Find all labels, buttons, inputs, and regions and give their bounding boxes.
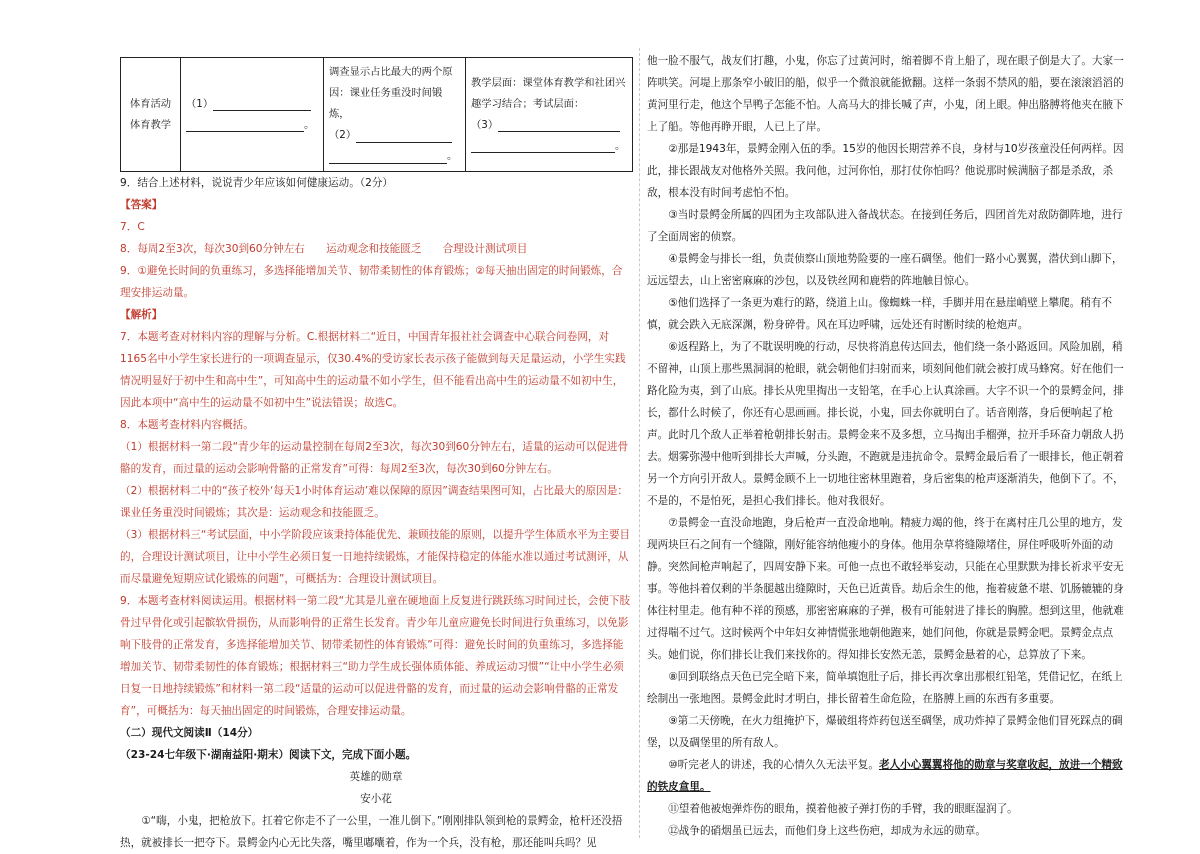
analysis-8-2: （2）根据材料二中的“孩子校外‘每天1小时体育运动’难以保障的原因”调查结果图可知，占比最大的原因是：课业任务重没时间锻炼；其次是：运动观念和技能匮乏。 bbox=[120, 485, 628, 519]
analysis-8: 8．本题考查材料内容概括。 bbox=[120, 419, 254, 431]
answer-header: 【答案】 bbox=[120, 199, 163, 211]
question-9: 9．结合上述材料，说说青少年应该如何健康运动。（2分） bbox=[120, 177, 394, 189]
paragraph-11: ⑪望着他被炮弹炸伤的眼角，摸着他被子弹打伤的手臂，我的眼眶湿润了。 bbox=[668, 803, 1018, 815]
answer-blank-2b[interactable] bbox=[329, 149, 447, 164]
analysis-8-1: （1）根据材料一第二段“青少年的运动量控制在每周2至3次，每次30到60分钟左右，适量的运动可以促进骨骼的发育，而过量的运动会影响骨骼的正常发育”可得：每周2至3次，每次30到60分钟左右。 bbox=[120, 441, 629, 475]
column-divider bbox=[639, 48, 640, 838]
paragraph-10: ⑩听完老人的讲述，我的心情久久无法平复。老人小心翼翼将他的勋章与奖章收起，放进一个精致的铁皮盒里。 bbox=[647, 759, 1123, 793]
analysis-8-3: （3）根据材料三“考试层面，中小学阶段应该秉持体能优先、兼顾技能的原则，以提升学生体质水平为主要目的，合理设计测试项目，让中小学生必须日复一日地持续锻炼，才能保持稳定的体能水准以通过考试测评，从而尽量避免短期应试化锻炼的问题”，可概括为：合理设计测试项目。 bbox=[120, 529, 631, 585]
answer-blank-1b[interactable] bbox=[186, 117, 304, 132]
table-row-label: 体育活动 体育教学 bbox=[121, 58, 181, 172]
paragraph-7: ⑦景鳄金一直没命地跑，身后枪声一直没命地响。精疲力竭的他，终于在离村庄几公里的地方，发现两块巨石之间有一个缝隙，刚好能容纳他瘦小的身体。他用杂草将缝隙堵住，屏住呼吸听外面的动静。突然间枪声响起了，四周安静下来。可他一点也不敢轻举妄动，只能在心里默默为排长祈求平安无事。等他抖着仅剩的半条腿越出缝隙时，天色已近黄昏。劫后余生的他，拖着疲惫不堪、饥肠辘辘的身体往村里走。他有种不祥的预感，那密密麻麻的子弹，极有可能射进了排长的胸膛。想到这里，他就难过得喘不过气。这时候两个中年妇女神情慌张地朝他跑来，她们问他，你就是景鳄金吧。景鳄金点点头。她们说，你们排长让我们来找你的。得知排长安然无恙，景鳄金悬着的心，总算放了下来。 bbox=[647, 517, 1124, 661]
table-cell-3: 教学层面：课堂体育教学和社团兴趣学习结合；考试层面： （3） 。 bbox=[466, 58, 633, 172]
paragraph-8: ⑧回到联络点天色已完全暗下来，简单填饱肚子后，排长再次拿出那根红铅笔，凭借记忆，在纸上绘制出一张地图。景鳄金此时才明白，排长留着生命危险，在胳膊上画的东西有多重要。 bbox=[647, 671, 1123, 705]
section-heading: （二）现代文阅读Ⅱ（14分） bbox=[120, 727, 259, 739]
answer-blank-1[interactable] bbox=[213, 96, 311, 111]
table-cell-1: （1） 。 bbox=[181, 58, 324, 172]
source-line: （23-24七年级下·湖南益阳·期末）阅读下文，完成下面小题。 bbox=[120, 749, 417, 761]
paragraph-1: ①“嗨，小鬼，把枪放下。扛着它你走不了一公里，一准儿倒下。”刚刚排队领到枪的景鳄金，枪杆还没捂热，就被排长一把夺下。景鳄金内心无比失落，嘴里嘟囔着，作为一个兵，没有枪，那还能叫兵吗？见 bbox=[120, 815, 623, 849]
answer-blank-3b[interactable] bbox=[471, 138, 615, 153]
paragraph-4: ④景鳄金与排长一组，负责侦察山顶地势险要的一座石碉堡。他们一路小心翼翼，潜伏到山脚下，远远望去，山上密密麻麻的沙包，以及铁丝网和鹿砦的阵地触目惊心。 bbox=[647, 253, 1123, 287]
answer-7: 7．C bbox=[120, 221, 145, 233]
paragraph-6: ⑥返程路上，为了不耽误明晚的行动，尽快将消息传达回去，他们绕一条小路返回。风险加剧，稍不留神，山顶上那些黑洞洞的枪眼，就会朝他们扫射而来，顷刻间他们就会被打成马蜂窝。好在他们一路化险为夷，到了山底。排长从兜里掏出一支铅笔，在手心上认真涂画。大字不识一个的景鳄金问，排长，都什么时候了，你还有心思画画。排长说，小鬼，回去你就明白了。话音刚落，身后便响起了枪声。此时几个敌人正举着枪朝排长射击。景鳄金来不及多想，立马掏出手榴弹，拉开手环奋力朝敌人扔去。烟雾弥漫中他听到排长大声喊，分头跑，不跑就是违抗命令。景鳄金最后看了一眼排长，他正朝着另一个方向引开敌人。景鳄金顾不上一切地往密林里跑着，身后密集的枪声逐渐消失，他倒下了。不，不是的，不是怕死，是担心我们排长。他对我很好。 bbox=[647, 341, 1124, 507]
right-column bbox=[647, 50, 1131, 842]
answer-8: 8．每周2至3次，每次30到60分钟左右 运动观念和技能匮乏 合理设计测试项目 bbox=[120, 243, 528, 255]
left-column bbox=[120, 50, 632, 854]
analysis-7: 7．本题考查对材料内容的理解与分析。C.根据材料二“近日，中国青年报社社会调查中心联合问卷网，对1165名中小学生家长进行的一项调查显示，仅30.4%的受访家长表示孩子能做到每天足量运动，小学生实践情况明显好于初中生和高中生”，可知高中生的运动量不如小学生，但不能看出高中生的运动量不如初中生，因此本项中“高中生的运动量不如初中生”说法错误；故选C。 bbox=[120, 331, 626, 409]
answer-9: 9．①避免长时间的负重练习，多选择能增加关节、韧带柔韧性的体育锻炼；②每天抽出固定的时间锻炼，合理安排运动量。 bbox=[120, 265, 623, 299]
analysis-header: 【解析】 bbox=[120, 309, 163, 321]
paragraph-5: ⑤他们选择了一条更为难行的路，绕道上山。像蜘蛛一样，手脚并用在悬崖峭壁上攀爬。稍有不慎，就会跌入无底深渊，粉身碎骨。风在耳边呼啸，远处还有时断时续的枪炮声。 bbox=[647, 297, 1113, 331]
paragraph-9: ⑨第二天傍晚，在火力组掩护下，爆破组将炸药包送至碉堡，成功炸掉了景鳄金他们冒死踩点的碉堡，以及碉堡里的所有敌人。 bbox=[647, 715, 1123, 749]
underlined-sentence: 老人小心翼翼将他的勋章与奖章收起，放进一个精致的铁皮盒里。 bbox=[647, 759, 1123, 793]
article-title: 英雄的勋章 bbox=[349, 771, 403, 783]
paragraph-12: ⑫战争的硝烟虽已远去，而他们身上这些伤疤，却成为永远的勋章。 bbox=[668, 825, 986, 837]
answer-blank-2[interactable] bbox=[356, 128, 452, 143]
table-cell-2: 调查显示占比最大的两个原因：课业任务重没时间锻炼， （2） 。 bbox=[324, 58, 466, 172]
paragraph-2: ②那是1943年，景鳄金刚入伍的季。15岁的他因长期营养不良，身材与10岁孩童没任何两样。因此，排长跟战友对他格外关照。我问他，过河你怕，那打仗你怕吗？他说那时候满脑子都是杀敌，杀敌，根本没有时间考虑怕不怕。 bbox=[647, 143, 1124, 199]
answer-blank-3[interactable] bbox=[498, 117, 620, 132]
analysis-9: 9．本题考查材料阅读运用。根据材料一第二段“尤其是儿童在硬地面上反复进行跳跃练习时间过长，会使下肢骨过早骨化或引起髌软骨损伤，从而影响骨的正常生长发育。青少年儿童应避免长时间进行负重练习，以免影响下肢骨的正常发育，多选择能增加关节、韧带柔韧性的体育锻炼”可得：避免长时间的负重练习，多选择能增加关节、韧带柔韧性的体育锻炼；根据材料三“助力学生成长强体质体能、养成运动习惯”“让中小学生必须日复一日地持续锻炼”和材料一第二段“适量的运动可以促进骨骼的发育，而过量的运动会影响骨骼的正常发育”，可概括为：每天抽出固定的时间锻炼，合理安排运动量。 bbox=[120, 595, 631, 717]
article-author: 安小花 bbox=[360, 793, 392, 805]
paragraph-1-cont: 他一脸不服气，战友们打趣，小鬼，你忘了过黄河时，缩着脚不肯上船了，现在眼子倒是大了。大家一阵哄笑。河堤上那条窄小破旧的船，似乎一个微浪就能掀翻。这样一条弱不禁风的船，要在滚滚滔滔的黄河里行走，他这个旱鸭子怎能不怕。人高马大的排长喊了声，小鬼，闭上眼。伸出胳膊将他夹在腋下上了船。等他再睁开眼，人已上了岸。 bbox=[647, 55, 1124, 133]
summary-table bbox=[120, 57, 633, 172]
paragraph-3: ③当时景鳄金所属的四团为主攻部队进入备战状态。在接到任务后，四团首先对敌防御阵地，进行了全面周密的侦察。 bbox=[647, 209, 1123, 243]
